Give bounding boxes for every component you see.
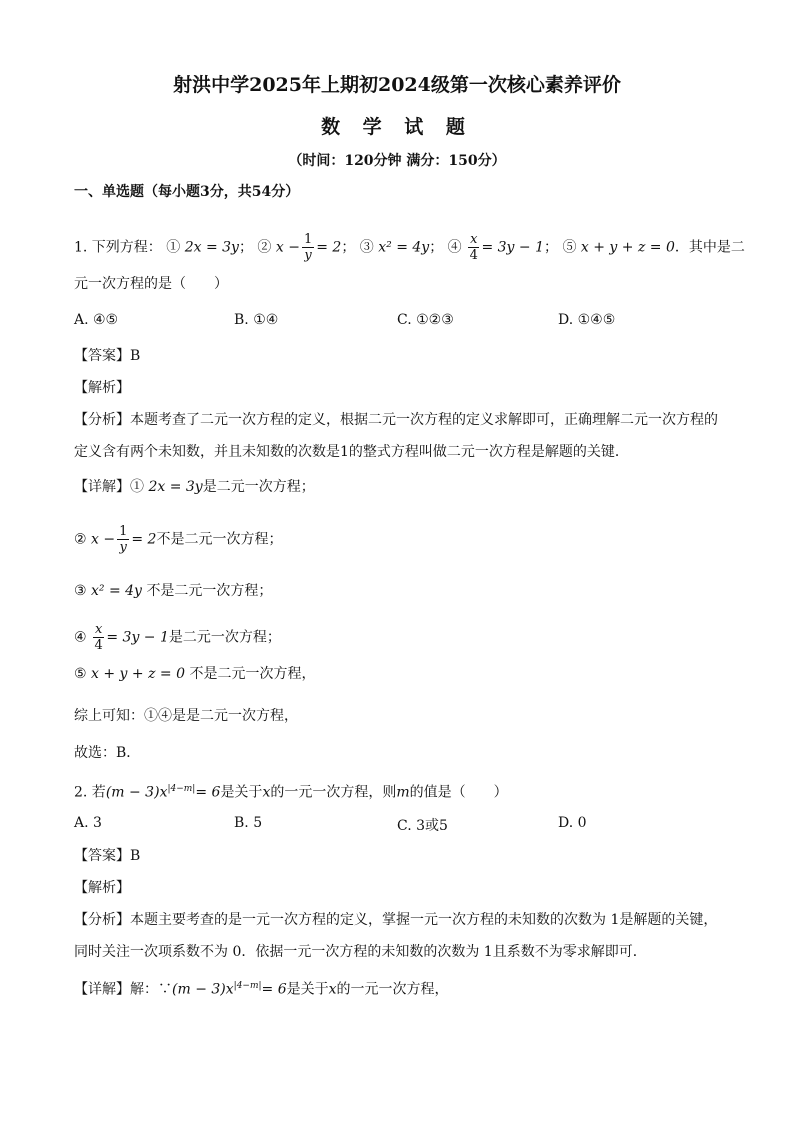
q2-detail-text2: 的一元一次方程， [336,981,449,998]
q1-analysis-label: 【解析】 [74,380,130,396]
q2-detail-eq: (m − 3) [172,981,226,998]
q1-d2-mark: ② [74,531,87,548]
q1-e4-right: = 3y − 1 [481,239,544,256]
q1-summary: 综上可知：①④是是二元一次方程， [74,708,298,724]
q1-d3-eq: x² = 4y [91,583,142,599]
q1-e4-mark: ④ [447,239,462,256]
q1-choose: 故选：B． [74,745,141,761]
q2-eq: (m − 3) [105,784,160,801]
q1-analysis-line1: 【分析】本题考查了二元一次方程的定义，根据二元一次方程的定义求解即可，正确理解二元一次方程的 [74,412,718,428]
q1-e4-num: x [470,232,478,247]
q2-suffix: 的值是（ ） [409,784,508,801]
q2-option-d[interactable]: D. 0 [558,815,587,831]
q1-detail-1 [74,477,315,497]
q1-e2-num: 1 [303,232,313,247]
q1-option-a[interactable]: A. ④⑤ [74,312,119,328]
q1-e5-eq: x + y + z = 0 [580,239,675,256]
q2-analysis-line2: 同时关注一次项系数不为 0．依据一元一次方程的未知数的次数为 1且系数不为零求解即可． [74,944,647,960]
q1-d2-num: 1 [119,524,128,539]
q1-option-b[interactable]: B. ①④ [234,312,279,328]
q1-suffix: ．其中是二 [674,239,745,256]
q1-d2-frac [117,524,129,555]
q1-d2-den: y [119,540,127,555]
q1-d5-text: 不是二元一次方程， [189,666,316,682]
q1-prefix: 1. 下列方程： [74,239,162,256]
q1-e2-mark: ② [257,239,272,256]
q1-d1-text: 是二元一次方程； [202,479,315,495]
q2-stem [74,779,508,803]
q1-d3-text: 不是二元一次方程； [146,583,273,599]
q2-option-b[interactable]: B. 5 [234,815,263,831]
q1-e2-left: x − [275,239,300,256]
q1-stem-line2: 元一次方程的是（ ） [74,276,228,292]
q1-sep: ； [341,239,356,256]
q1-d2-left: x − [91,531,116,548]
q1-d4-text: 是二元一次方程； [168,629,281,646]
q1-d5-mark: ⑤ [74,666,87,682]
q1-detail-4 [74,622,281,653]
subject-title: 数 学 试 题 [321,116,473,138]
q2-detail-right: = 6 [261,981,287,998]
q1-d2-right: = 2 [131,531,157,548]
q1-d4-frac [93,622,104,653]
q1-detail-prefix: 【详解】 [74,479,130,495]
q1-d1-mark: ① [130,479,144,495]
q2-eq-right: = 6 [195,784,221,801]
q1-detail-2 [74,524,282,555]
q2-answer: 【答案】B [74,848,141,864]
q1-e3-mark: ③ [359,239,374,256]
q2-m: m [396,784,410,801]
q1-sep: ； [544,239,558,256]
exam-title: 射洪中学2025年上期初2024级第一次核心素养评价 [173,74,621,96]
q1-detail-5 [74,664,315,684]
q2-prefix: 2. 若 [74,784,106,801]
q1-e4-den: 4 [469,248,478,263]
q2-x: x [262,784,271,801]
q2-exp: |4−m| [167,784,196,794]
time-info: （时间：120分钟 满分：150分） [288,153,506,169]
q1-d4-den: 4 [94,638,103,653]
q1-answer: 【答案】B [74,348,141,364]
q2-option-c[interactable]: C. 3或5 [397,818,448,834]
q2-mid: 是关于 [220,784,263,801]
q1-sep: ； [238,239,253,256]
q1-e1-eq: 2x = 3y [184,239,239,256]
q2-analysis-line1: 【分析】本题主要考查的是一元一次方程的定义，掌握一元一次方程的未知数的次数为 1是解题的关键， [74,912,718,928]
q2-detail-text: 是关于 [286,981,329,998]
q1-stem-line1 [74,232,745,263]
q1-d4-mark: ④ [74,629,87,646]
q1-option-d[interactable]: D. ①④⑤ [558,312,616,328]
q1-d1-eq: 2x = 3y [148,479,203,495]
q1-detail-3 [74,581,272,601]
q2-detail-x: x [328,981,337,998]
q1-e2-den: y [304,248,312,263]
q1-e2-frac [302,232,314,263]
q2-mid2: 的一元一次方程，则 [270,784,397,801]
q2-detail-var: x [225,981,234,998]
q1-d4-right: = 3y − 1 [106,629,169,646]
q2-analysis-label: 【解析】 [74,880,130,896]
q1-e5-mark: ⑤ [562,239,577,256]
q2-detail-exp: |4−m| [233,981,262,991]
q2-detail-prefix: 【详解】解：∵ [74,981,172,998]
q1-analysis-line2: 定义含有两个未知数，并且未知数的次数是1的整式方程叫做二元一次方程是解题的关键． [74,444,629,460]
q2-detail [74,976,449,1000]
q1-sep: ； [429,239,444,256]
q1-e4-frac [468,232,479,263]
q1-d4-num: x [95,622,103,637]
q1-d2-text: 不是二元一次方程； [156,531,283,548]
q1-e3-eq: x² = 4y [378,239,430,256]
q1-d3-mark: ③ [74,583,87,599]
q2-option-a[interactable]: A. 3 [74,815,102,831]
q1-e1-mark: ① [166,239,181,256]
q2-var: x [159,784,168,801]
section-heading: 一、单选题（每小题3分，共54分） [74,184,300,200]
q1-d5-eq: x + y + z = 0 [91,666,185,682]
q1-option-c[interactable]: C. ①②③ [397,312,454,328]
q1-e2-right: = 2 [316,239,342,256]
